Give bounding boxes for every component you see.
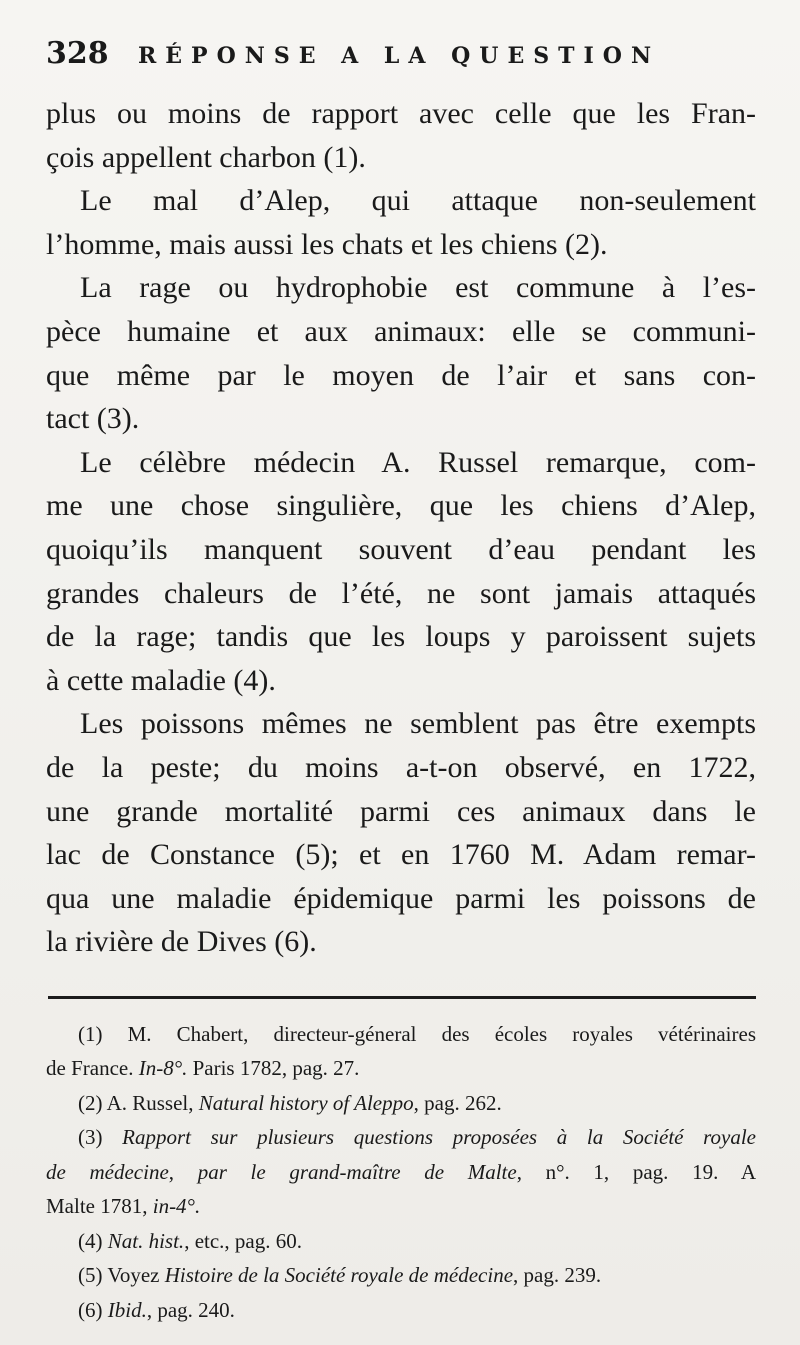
- footnote-italic-text: in-4°.: [152, 1194, 201, 1219]
- footnote-text: , pag. 240.: [146, 1297, 235, 1322]
- footnote-text: de France.: [46, 1056, 139, 1081]
- text-line: Les poissons mêmes ne semblent pas être exempts: [80, 707, 756, 741]
- footnote-3: [46, 1120, 756, 1155]
- footnote-text: ,: [168, 1159, 198, 1184]
- footnote-1-continuation: [46, 1051, 756, 1086]
- footnote-italic-text: par le grand-maître de Malte: [197, 1159, 517, 1184]
- text-line: à cette maladie (4).: [46, 663, 276, 697]
- footnote-italic-text: Rapport sur plusieurs questions proposées à la Société royale: [122, 1125, 756, 1150]
- text-line: me une chose singulière, que les chiens d’Alep,: [46, 489, 756, 523]
- text-line: qua une maladie épidemique parmi les poissons de: [46, 881, 756, 915]
- footnote-italic-text: Nat. hist.: [107, 1228, 185, 1253]
- footnote-text: Paris 1782, pag. 27.: [187, 1056, 360, 1081]
- footnote-1: (1) M. Chabert, directeur-géneral des écoles royales vétérinaires: [78, 1021, 756, 1046]
- footnote-text: Malte 1781,: [46, 1194, 153, 1219]
- text-line: de la peste; du moins a-t-on observé, en 1722,: [46, 750, 756, 784]
- footnote-italic-text: Natural history of Aleppo: [198, 1090, 414, 1115]
- footnote-italic-text: Histoire de la Société royale de médecine: [164, 1263, 514, 1288]
- footnote-2: [46, 1086, 756, 1121]
- footnote-italic-text: Ibid.: [107, 1297, 147, 1322]
- body-text: [46, 92, 756, 964]
- footnote-text: (6): [78, 1297, 108, 1322]
- footnote-5: [46, 1258, 756, 1293]
- footnote-text: (5) Voyez: [78, 1263, 165, 1288]
- page-header: [46, 36, 756, 92]
- footnotes: [46, 1017, 756, 1328]
- text-line: pèce humaine et aux animaux: elle se communi-: [46, 314, 756, 348]
- footnote-italic-text: de médecine: [46, 1159, 169, 1184]
- footnote-text: , n°. 1, pag. 19. A: [516, 1159, 756, 1184]
- text-line: quoiqu’ils manquent souvent d’eau pendant les: [46, 532, 756, 566]
- text-line: la rivière de Dives (6).: [46, 925, 317, 959]
- footnote-italic-text: In-8°.: [138, 1056, 188, 1081]
- text-line: tact (3).: [46, 402, 140, 436]
- text-line: Le mal d’Alep, qui attaque non-seulement: [80, 184, 756, 218]
- text-line: çois appellent charbon (1).: [46, 140, 366, 174]
- footnote-6: [46, 1293, 756, 1328]
- running-title: RÉPONSE A LA QUESTION: [138, 43, 661, 69]
- text-line: La rage ou hydrophobie est commune à l’es-: [80, 271, 756, 305]
- footnote-text: (2) A. Russel,: [78, 1090, 199, 1115]
- page-number: 328: [46, 36, 109, 71]
- text-line: l’homme, mais aussi les chats et les chiens (2).: [46, 227, 608, 261]
- text-line: plus ou moins de rapport avec celle que les Fran-: [46, 97, 756, 130]
- footnote-text: , pag. 262.: [413, 1090, 502, 1115]
- text-line: une grande mortalité parmi ces animaux dans le: [46, 794, 756, 828]
- footnote-text: (4): [78, 1228, 108, 1253]
- footnote-4: [46, 1224, 756, 1259]
- text-line: de la rage; tandis que les loups y paroissent sujets: [46, 620, 756, 654]
- text-line: Le célèbre médecin A. Russel remarque, com-: [80, 445, 756, 479]
- footnote-text: (3): [78, 1125, 123, 1150]
- text-line: lac de Constance (5); et en 1760 M. Adam remar-: [46, 838, 756, 872]
- footnote-text: , etc., pag. 60.: [184, 1228, 302, 1253]
- text-line: que même par le moyen de l’air et sans con-: [46, 358, 756, 392]
- footnote-text: , pag. 239.: [513, 1263, 602, 1288]
- footnote-3-continuation: [46, 1155, 756, 1190]
- footnote-separator-rule: [48, 996, 756, 999]
- text-line: grandes chaleurs de l’été, ne sont jamais attaqués: [46, 576, 756, 610]
- footnote-3-continuation: [46, 1189, 756, 1224]
